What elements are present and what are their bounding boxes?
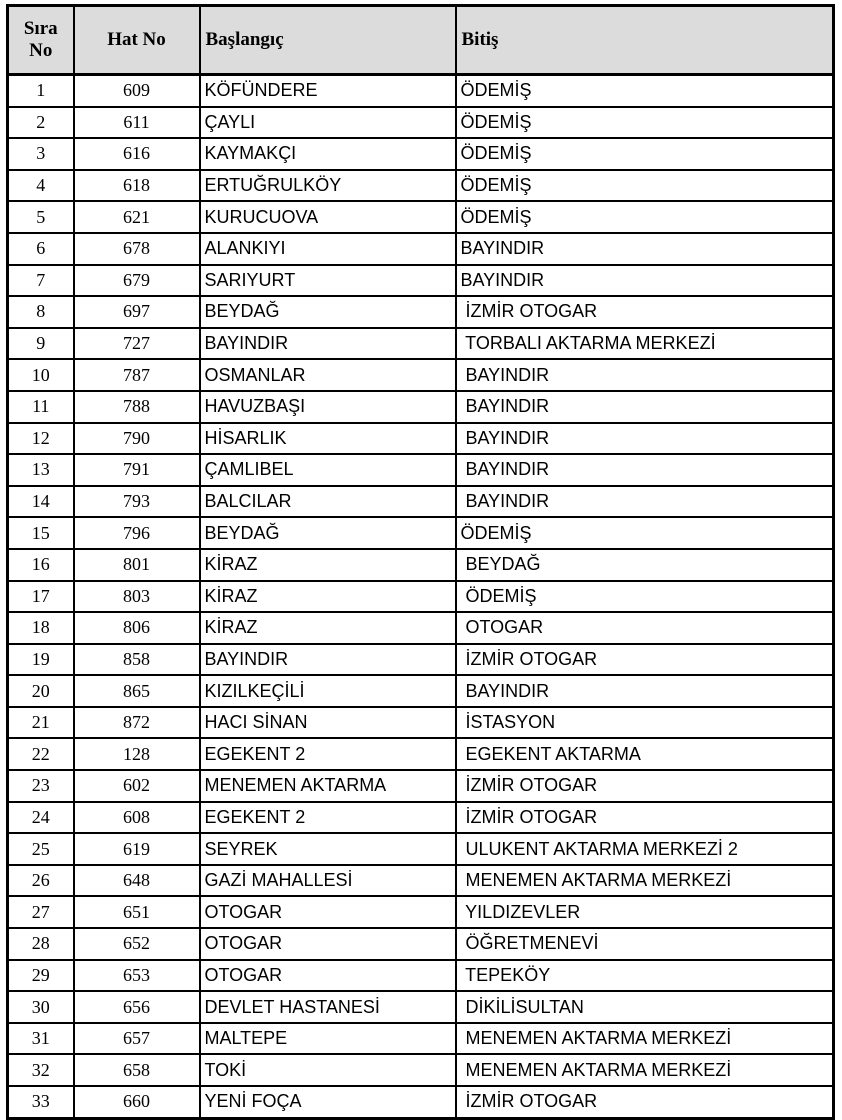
cell-hat-no: 791 <box>74 454 200 486</box>
cell-bitis: BAYINDIR <box>456 233 834 265</box>
cell-baslangic: TOKİ <box>200 1054 456 1086</box>
cell-hat-no: 656 <box>74 991 200 1023</box>
cell-bitis: İZMİR OTOGAR <box>456 1086 834 1118</box>
cell-bitis: BAYINDIR <box>456 675 834 707</box>
cell-sira-no: 28 <box>8 928 74 960</box>
cell-hat-no: 793 <box>74 486 200 518</box>
cell-baslangic: HACI SİNAN <box>200 707 456 739</box>
cell-sira-no: 8 <box>8 296 74 328</box>
cell-baslangic: SARIYURT <box>200 265 456 297</box>
table-row <box>8 454 834 486</box>
cell-sira-no: 12 <box>8 423 74 455</box>
cell-bitis: BEYDAĞ <box>456 549 834 581</box>
cell-hat-no: 609 <box>74 75 200 107</box>
cell-hat-no: 611 <box>74 107 200 139</box>
cell-hat-no: 678 <box>74 233 200 265</box>
cell-bitis: ÖDEMİŞ <box>456 107 834 139</box>
cell-bitis: ÖDEMİŞ <box>456 138 834 170</box>
table-row <box>8 738 834 770</box>
column-header-baslangic: Başlangıç <box>200 6 456 75</box>
cell-baslangic: KİRAZ <box>200 581 456 613</box>
cell-bitis: ÖDEMİŞ <box>456 201 834 233</box>
cell-sira-no: 18 <box>8 612 74 644</box>
cell-baslangic: KURUCUOVA <box>200 201 456 233</box>
cell-baslangic: MALTEPE <box>200 1023 456 1055</box>
cell-sira-no: 4 <box>8 170 74 202</box>
cell-baslangic: OTOGAR <box>200 928 456 960</box>
cell-sira-no: 20 <box>8 675 74 707</box>
cell-hat-no: 651 <box>74 896 200 928</box>
cell-hat-no: 621 <box>74 201 200 233</box>
cell-hat-no: 858 <box>74 644 200 676</box>
cell-hat-no: 602 <box>74 770 200 802</box>
table-row <box>8 359 834 391</box>
cell-sira-no: 3 <box>8 138 74 170</box>
table-row <box>8 423 834 455</box>
cell-hat-no: 128 <box>74 738 200 770</box>
table-row <box>8 707 834 739</box>
cell-hat-no: 727 <box>74 328 200 360</box>
cell-baslangic: ERTUĞRULKÖY <box>200 170 456 202</box>
header-row <box>8 6 834 75</box>
cell-baslangic: YENİ FOÇA <box>200 1086 456 1118</box>
cell-hat-no: 801 <box>74 549 200 581</box>
cell-sira-no: 1 <box>8 75 74 107</box>
cell-baslangic: HİSARLIK <box>200 423 456 455</box>
cell-sira-no: 31 <box>8 1023 74 1055</box>
cell-sira-no: 32 <box>8 1054 74 1086</box>
cell-baslangic: KÖFÜNDERE <box>200 75 456 107</box>
cell-baslangic: OTOGAR <box>200 960 456 992</box>
table-row <box>8 644 834 676</box>
cell-baslangic: SEYREK <box>200 833 456 865</box>
cell-bitis: EGEKENT AKTARMA <box>456 738 834 770</box>
cell-bitis: İZMİR OTOGAR <box>456 296 834 328</box>
cell-hat-no: 865 <box>74 675 200 707</box>
cell-hat-no: 608 <box>74 802 200 834</box>
cell-bitis: ULUKENT AKTARMA MERKEZİ 2 <box>456 833 834 865</box>
cell-bitis: ÖDEMİŞ <box>456 170 834 202</box>
table-body <box>8 75 834 1119</box>
cell-bitis: BAYINDIR <box>456 265 834 297</box>
cell-sira-no: 23 <box>8 770 74 802</box>
cell-sira-no: 19 <box>8 644 74 676</box>
cell-hat-no: 697 <box>74 296 200 328</box>
cell-baslangic: MENEMEN AKTARMA <box>200 770 456 802</box>
column-header-hat-no: Hat No <box>74 6 200 75</box>
cell-hat-no: 788 <box>74 391 200 423</box>
table-row <box>8 896 834 928</box>
cell-bitis: BAYINDIR <box>456 486 834 518</box>
table-row <box>8 486 834 518</box>
table-row <box>8 233 834 265</box>
table-row <box>8 581 834 613</box>
cell-baslangic: OSMANLAR <box>200 359 456 391</box>
cell-baslangic: EGEKENT 2 <box>200 802 456 834</box>
column-header-bitis: Bitiş <box>456 6 834 75</box>
cell-hat-no: 658 <box>74 1054 200 1086</box>
cell-sira-no: 26 <box>8 865 74 897</box>
cell-baslangic: BEYDAĞ <box>200 296 456 328</box>
cell-sira-no: 13 <box>8 454 74 486</box>
table-row <box>8 549 834 581</box>
table-row <box>8 170 834 202</box>
cell-hat-no: 653 <box>74 960 200 992</box>
table-row <box>8 517 834 549</box>
cell-sira-no: 33 <box>8 1086 74 1118</box>
cell-sira-no: 14 <box>8 486 74 518</box>
cell-hat-no: 619 <box>74 833 200 865</box>
cell-bitis: BAYINDIR <box>456 454 834 486</box>
cell-baslangic: HAVUZBAŞI <box>200 391 456 423</box>
cell-bitis: ÖDEMİŞ <box>456 517 834 549</box>
cell-hat-no: 806 <box>74 612 200 644</box>
cell-sira-no: 5 <box>8 201 74 233</box>
table-row <box>8 138 834 170</box>
cell-bitis: İZMİR OTOGAR <box>456 644 834 676</box>
table-row <box>8 960 834 992</box>
bus-routes-table <box>6 4 835 1120</box>
cell-bitis: TORBALI AKTARMA MERKEZİ <box>456 328 834 360</box>
cell-sira-no: 16 <box>8 549 74 581</box>
table-row <box>8 802 834 834</box>
cell-baslangic: KİRAZ <box>200 549 456 581</box>
cell-baslangic: BALCILAR <box>200 486 456 518</box>
cell-hat-no: 787 <box>74 359 200 391</box>
cell-sira-no: 17 <box>8 581 74 613</box>
cell-hat-no: 652 <box>74 928 200 960</box>
cell-bitis: İZMİR OTOGAR <box>456 802 834 834</box>
cell-bitis: BAYINDIR <box>456 359 834 391</box>
table-row <box>8 833 834 865</box>
table-row <box>8 296 834 328</box>
cell-bitis: DİKİLİSULTAN <box>456 991 834 1023</box>
cell-sira-no: 10 <box>8 359 74 391</box>
cell-sira-no: 7 <box>8 265 74 297</box>
table-row <box>8 265 834 297</box>
cell-baslangic: ÇAMLIBEL <box>200 454 456 486</box>
cell-bitis: İSTASYON <box>456 707 834 739</box>
column-header-sira-no: Sıra No <box>8 6 74 75</box>
cell-baslangic: DEVLET HASTANESİ <box>200 991 456 1023</box>
cell-bitis: ÖDEMİŞ <box>456 75 834 107</box>
table-row <box>8 612 834 644</box>
cell-hat-no: 796 <box>74 517 200 549</box>
cell-baslangic: BAYINDIR <box>200 328 456 360</box>
table-row <box>8 1086 834 1118</box>
table-row <box>8 770 834 802</box>
cell-sira-no: 21 <box>8 707 74 739</box>
cell-bitis: OTOGAR <box>456 612 834 644</box>
cell-bitis: İZMİR OTOGAR <box>456 770 834 802</box>
table-row <box>8 328 834 360</box>
cell-hat-no: 648 <box>74 865 200 897</box>
cell-hat-no: 790 <box>74 423 200 455</box>
cell-bitis: MENEMEN AKTARMA MERKEZİ <box>456 1023 834 1055</box>
cell-sira-no: 6 <box>8 233 74 265</box>
cell-sira-no: 2 <box>8 107 74 139</box>
table-row <box>8 1054 834 1086</box>
cell-sira-no: 27 <box>8 896 74 928</box>
cell-sira-no: 30 <box>8 991 74 1023</box>
cell-bitis: BAYINDIR <box>456 423 834 455</box>
cell-baslangic: KIZILKEÇİLİ <box>200 675 456 707</box>
cell-sira-no: 22 <box>8 738 74 770</box>
table-row <box>8 75 834 107</box>
cell-sira-no: 15 <box>8 517 74 549</box>
cell-hat-no: 660 <box>74 1086 200 1118</box>
cell-bitis: TEPEKÖY <box>456 960 834 992</box>
table-row <box>8 201 834 233</box>
cell-bitis: YILDIZEVLER <box>456 896 834 928</box>
cell-hat-no: 657 <box>74 1023 200 1055</box>
cell-bitis: MENEMEN AKTARMA MERKEZİ <box>456 865 834 897</box>
cell-hat-no: 616 <box>74 138 200 170</box>
cell-bitis: BAYINDIR <box>456 391 834 423</box>
table-row <box>8 107 834 139</box>
cell-baslangic: EGEKENT 2 <box>200 738 456 770</box>
cell-sira-no: 11 <box>8 391 74 423</box>
cell-hat-no: 803 <box>74 581 200 613</box>
cell-baslangic: KAYMAKÇI <box>200 138 456 170</box>
cell-bitis: ÖĞRETMENEVİ <box>456 928 834 960</box>
table-row <box>8 1023 834 1055</box>
cell-baslangic: OTOGAR <box>200 896 456 928</box>
cell-baslangic: GAZİ MAHALLESİ <box>200 865 456 897</box>
cell-hat-no: 872 <box>74 707 200 739</box>
cell-sira-no: 25 <box>8 833 74 865</box>
cell-baslangic: BAYINDIR <box>200 644 456 676</box>
table-row <box>8 991 834 1023</box>
table-row <box>8 865 834 897</box>
cell-sira-no: 9 <box>8 328 74 360</box>
cell-baslangic: KİRAZ <box>200 612 456 644</box>
cell-bitis: ÖDEMİŞ <box>456 581 834 613</box>
table-row <box>8 391 834 423</box>
cell-baslangic: ÇAYLI <box>200 107 456 139</box>
cell-hat-no: 679 <box>74 265 200 297</box>
cell-sira-no: 29 <box>8 960 74 992</box>
table-row <box>8 928 834 960</box>
cell-bitis: MENEMEN AKTARMA MERKEZİ <box>456 1054 834 1086</box>
cell-baslangic: ALANKIYI <box>200 233 456 265</box>
cell-sira-no: 24 <box>8 802 74 834</box>
cell-hat-no: 618 <box>74 170 200 202</box>
table-row <box>8 675 834 707</box>
cell-baslangic: BEYDAĞ <box>200 517 456 549</box>
